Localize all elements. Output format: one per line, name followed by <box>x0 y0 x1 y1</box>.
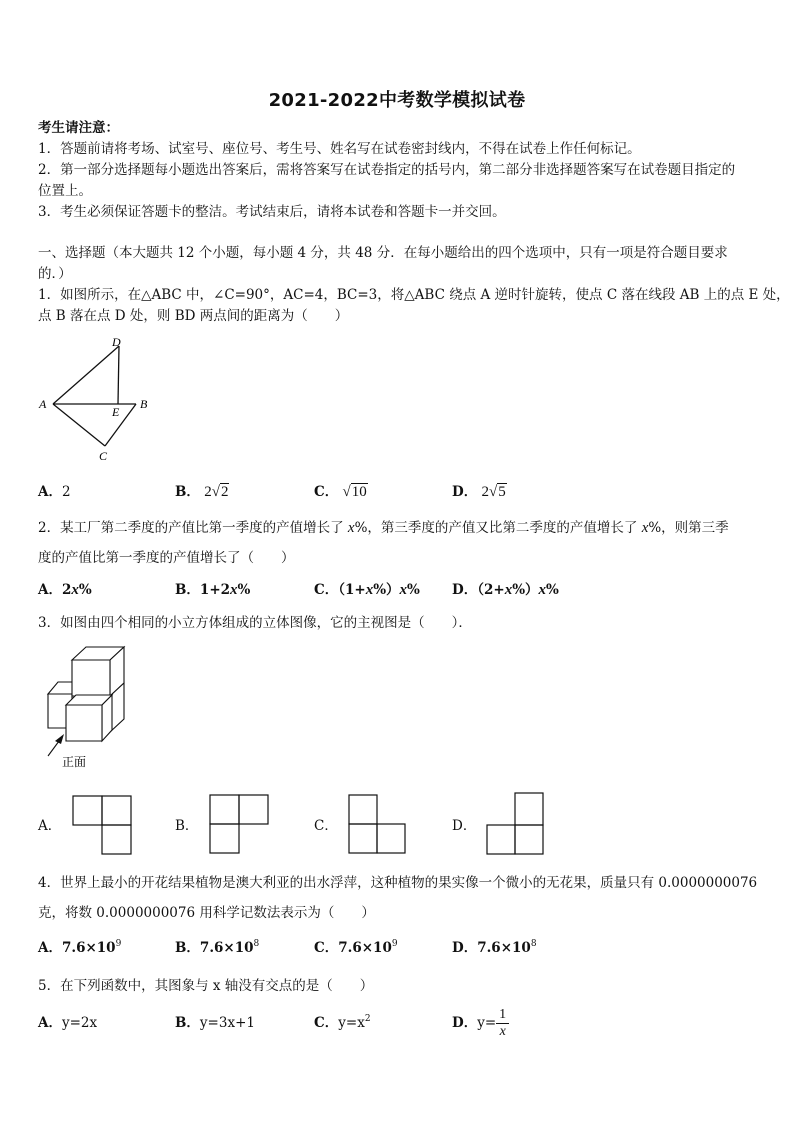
label-b: B <box>140 397 148 411</box>
q2-option-a[interactable]: A．2x% <box>38 582 92 598</box>
q3-option-d-shape[interactable] <box>486 792 548 858</box>
label-a: A <box>39 397 47 411</box>
exam-title: 2021-2022中考数学模拟试卷 <box>268 90 526 111</box>
q4-text-cont: 克，将数 0.0000000076 用科学记数法表示为（ ） <box>38 905 375 921</box>
q1-text: 1．如图所示，在△ABC 中，∠C=90°，AC=4，BC=3，将△ABC 绕点 A 逆时针旋转，使点 C 落在线段 AB 上的点 E 处， <box>38 287 790 303</box>
section-heading: 一、选择题（本大题共 12 个小题，每小题 4 分，共 48 分．在每小题给出的四个选项中，只有一项是符合题目要求 <box>38 245 728 261</box>
q3-text: 3．如图由四个相同的小立方体组成的立体图像，它的主视图是（ ）． <box>38 615 472 631</box>
q3-option-a-label[interactable]: A． <box>38 818 62 834</box>
q3-option-b-shape[interactable] <box>209 794 271 856</box>
sqrt-expression: 2√2 <box>204 484 229 500</box>
q4-option-a[interactable]: A．$7.6\times 10^9$ <box>38 939 122 956</box>
q3-option-d-label[interactable]: D． <box>452 818 477 834</box>
q1-triangle-figure <box>36 334 166 464</box>
q3-option-c-shape[interactable] <box>348 794 410 856</box>
notice-item-1: 1．答题前请将考场、试室号、座位号、考生号、姓名写在试卷密封线内，不得在试卷上作任何标记。 <box>38 141 641 157</box>
q5-option-c[interactable]: C．$y=x^2$ <box>314 1014 371 1031</box>
front-view-label: 正面 <box>62 755 87 769</box>
q2-option-c[interactable]: C．（1+x%）x% <box>314 582 420 598</box>
q3-cube-figure <box>36 644 146 774</box>
sqrt-expression: √10 <box>342 484 367 500</box>
q4-option-d[interactable]: D．$7.6\times 10^8$ <box>452 939 537 956</box>
q3-option-b-label[interactable]: B． <box>175 818 199 834</box>
q1-option-c[interactable]: C． √10 <box>314 484 367 500</box>
label-d: D <box>112 335 121 349</box>
q2-text: 2．某工厂第二季度的产值比第一季度的产值增长了 x%，第三季度的产值又比第二季度的产值增长了 x%，则第三季 <box>38 520 729 536</box>
label-c: C <box>99 449 108 463</box>
q3-option-c-label[interactable]: C． <box>314 818 338 834</box>
q4-option-c[interactable]: C．$7.6\times 10^9$ <box>314 939 398 956</box>
q1-option-a[interactable]: A．2 <box>38 484 71 500</box>
q3-option-a-shape[interactable] <box>72 795 134 857</box>
sqrt-expression: 2√5 <box>481 484 506 500</box>
notice-item-2-cont: 位置上。 <box>38 183 92 199</box>
q5-option-d[interactable]: D．y= $\frac{1}{x}$ <box>452 1003 509 1043</box>
notice-item-3: 3．考生必须保证答题卡的整洁。考试结束后，请将本试卷和答题卡一并交回。 <box>38 204 506 220</box>
notice-heading: 考生请注意： <box>38 120 119 136</box>
q1-option-d[interactable]: D． 2√5 <box>452 484 506 500</box>
q5-text: 5．在下列函数中，其图象与 x 轴没有交点的是（ ） <box>38 978 374 994</box>
notice-item-2: 2．第一部分选择题每小题选出答案后，需将答案写在试卷指定的括号内，第二部分非选择题答案写在试卷题目指定的 <box>38 162 736 178</box>
q1-option-b[interactable]: B． 2√2 <box>175 484 229 500</box>
q4-text: 4．世界上最小的开花结果植物是澳大利亚的出水浮萍，这种植物的果实像一个微小的无花果，质量只有 0.0000000076 <box>38 875 758 891</box>
fraction: $\frac{1}{x}$ <box>496 1007 509 1040</box>
q2-option-d[interactable]: D．（2+x%）x% <box>452 582 559 598</box>
label-e: E <box>112 405 120 419</box>
q5-option-a[interactable]: A．y=2x <box>38 1015 98 1031</box>
q4-option-b[interactable]: B．$7.6\times 10^8$ <box>175 939 260 956</box>
q5-option-b[interactable]: B．y=3x+1 <box>175 1015 255 1031</box>
q1-text-cont: 点 B 落在点 D 处，则 BD 两点间的距离为（ ） <box>38 308 349 324</box>
q2-text-cont: 度的产值比第一季度的产值增长了（ ） <box>38 550 295 566</box>
q2-option-b[interactable]: B．1+2x% <box>175 582 251 598</box>
section-heading-cont: 的．） <box>38 266 72 282</box>
